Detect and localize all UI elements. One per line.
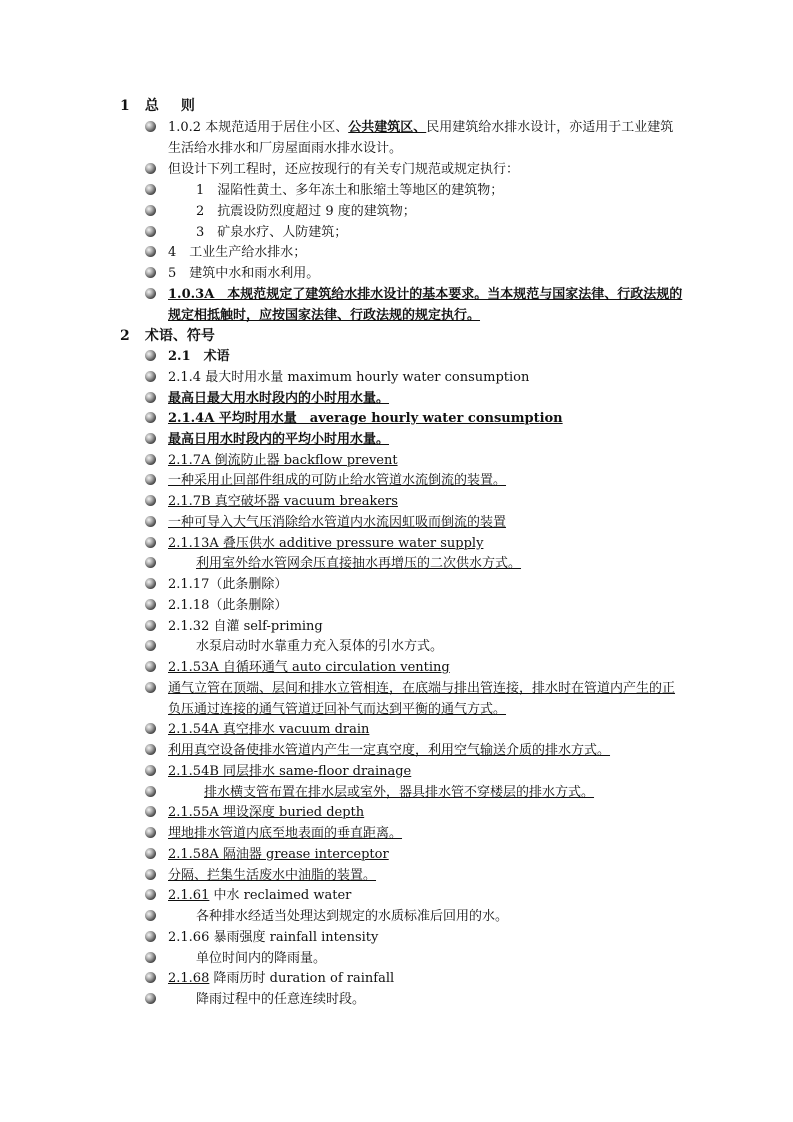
term-heading: 2.1.4A 平均时用水量 average hourly water consumption	[168, 411, 563, 426]
term-definition: 分隔、拦集生活废水中油脂的装置。	[168, 868, 377, 883]
term-heading: 2.1.55A 埋设深度 buried depth	[168, 805, 365, 820]
bullet-icon	[145, 184, 156, 195]
bullet-icon	[145, 474, 156, 485]
bullet-icon	[145, 972, 156, 983]
term-heading: 2.1.7B 真空破坏器 vacuum breakers	[168, 494, 398, 509]
bullet-icon	[145, 246, 156, 257]
bullet-icon	[145, 392, 156, 403]
term-heading: 2.1.7A 倒流防止器 backflow prevent	[168, 453, 398, 468]
section-2-heading	[120, 326, 215, 346]
bullet-icon	[145, 806, 156, 817]
inserted-text: 公共建筑区、	[348, 120, 427, 135]
bullet-icon	[145, 869, 156, 880]
bullet-icon	[145, 121, 156, 132]
list-item-text: 1 湿陷性黄土、多年冻土和胀缩土等地区的建筑物；	[196, 183, 504, 198]
term-heading: 2.1.32 自灌 self-priming	[168, 619, 323, 634]
section-1-heading	[120, 96, 195, 116]
term-definition: 排水横支管布置在排水层或室外，器具排水管不穿楼层的排水方式。	[204, 785, 595, 800]
bullet-icon	[145, 163, 156, 174]
term-definition: 一种可导入大气压消除给水管道内水流因虹吸而倒流的装置	[168, 515, 507, 530]
bullet-icon	[145, 433, 156, 444]
bullet-icon	[145, 661, 156, 672]
bullet-icon	[145, 889, 156, 900]
bullet-icon	[145, 682, 156, 693]
term-definition: 通气立管在顶端、层间和排水立管相连，在底端与排出管连接，排水时在管道内产生的正负压通过连接的通气管道迂回补气而达到平衡的通气方式。	[168, 681, 676, 717]
bullet-icon	[145, 765, 156, 776]
bullet-icon	[145, 267, 156, 278]
term-definition: 利用真空设备使排水管道内产生一定真空度，利用空气输送介质的排水方式。	[168, 743, 611, 758]
bullet-icon	[145, 495, 156, 506]
term-definition: 各种排水经适当处理达到规定的水质标准后回用的水。	[196, 909, 509, 924]
bullet-icon	[145, 640, 156, 651]
bullet-icon	[145, 205, 156, 216]
term-heading: 2.1.54A 真空排水 vacuum drain	[168, 722, 370, 737]
term-definition: 埋地排水管道内底至地表面的垂直距离。	[168, 826, 403, 841]
bullet-icon	[145, 537, 156, 548]
bullet-icon	[145, 786, 156, 797]
bullet-icon	[145, 848, 156, 859]
bullet-icon	[145, 350, 156, 361]
term-heading: 2.1.18（此条删除）	[168, 598, 288, 613]
list-item-text: 但设计下列工程时，还应按现行的有关专门规范或规定执行：	[168, 162, 520, 177]
term-definition: 最高日用水时段内的平均小时用水量。	[168, 432, 390, 447]
term-definition: 一种采用止回部件组成的可防止给水管道水流倒流的装置。	[168, 473, 507, 488]
term-definition: 降雨过程中的任意连续时段。	[196, 992, 366, 1007]
term-heading: 2.1.53A 自循环通气 auto circulation venting	[168, 660, 450, 675]
bullet-icon	[145, 744, 156, 755]
clause-1-0-3a: 1.0.3A 本规范规定了建筑给水排水设计的基本要求。当本规范与国家法律、行政法规的规定相抵触时，应按国家法律、行政法规的规定执行。	[168, 287, 683, 323]
section-title-b: 则	[180, 98, 195, 114]
subsection-heading: 2.1 术语	[168, 349, 230, 364]
clause-1-0-2: 1.0.2 本规范适用于居住小区、公共建筑区、民用建筑给水排水设计，亦适用于工业建筑生活给水排水和厂房屋面雨水排水设计。	[168, 120, 674, 156]
bullet-icon	[145, 827, 156, 838]
section-title-a: 总	[144, 98, 159, 114]
term-heading: 2.1.66 暴雨强度 rainfall intensity	[168, 930, 379, 945]
section-title: 术语、符号	[144, 328, 215, 344]
bullet-icon	[145, 288, 156, 299]
list-item-text: 5 建筑中水和雨水利用。	[168, 266, 320, 281]
term-heading: 2.1.68 降雨历时 duration of rainfall	[168, 971, 395, 986]
bullet-icon	[145, 557, 156, 568]
bullet-icon	[145, 910, 156, 921]
bullet-icon	[145, 412, 156, 423]
bullet-icon	[145, 723, 156, 734]
term-heading: 2.1.61 中水 reclaimed water	[168, 888, 352, 903]
bullet-icon	[145, 516, 156, 527]
bullet-icon	[145, 454, 156, 465]
bullet-icon	[145, 993, 156, 1004]
section-number: 1	[120, 98, 130, 114]
term-heading: 2.1.13A 叠压供水 additive pressure water supply	[168, 536, 484, 551]
section-number: 2	[120, 328, 130, 344]
term-definition: 最高日最大用水时段内的小时用水量。	[168, 391, 390, 406]
bullet-icon	[145, 578, 156, 589]
term-heading: 2.1.54B 同层排水 same-floor drainage	[168, 764, 412, 779]
bullet-icon	[145, 931, 156, 942]
term-definition: 水泵启动时水靠重力充入泵体的引水方式。	[196, 639, 444, 654]
list-item-text: 4 工业生产给水排水；	[168, 245, 307, 260]
list-item-text: 3 矿泉水疗、人防建筑；	[196, 225, 348, 240]
term-definition: 利用室外给水管网余压直接抽水再增压的二次供水方式。	[196, 556, 522, 571]
bullet-icon	[145, 599, 156, 610]
term-heading: 2.1.4 最大时用水量 maximum hourly water consumption	[168, 370, 530, 385]
term-definition: 单位时间内的降雨量。	[196, 951, 327, 966]
list-item-text: 2 抗震设防烈度超过 9 度的建筑物；	[196, 204, 416, 219]
bullet-icon	[145, 226, 156, 237]
term-heading: 2.1.58A 隔油器 grease interceptor	[168, 847, 389, 862]
term-heading: 2.1.17（此条删除）	[168, 577, 288, 592]
bullet-icon	[145, 371, 156, 382]
bullet-icon	[145, 952, 156, 963]
bullet-icon	[145, 620, 156, 631]
